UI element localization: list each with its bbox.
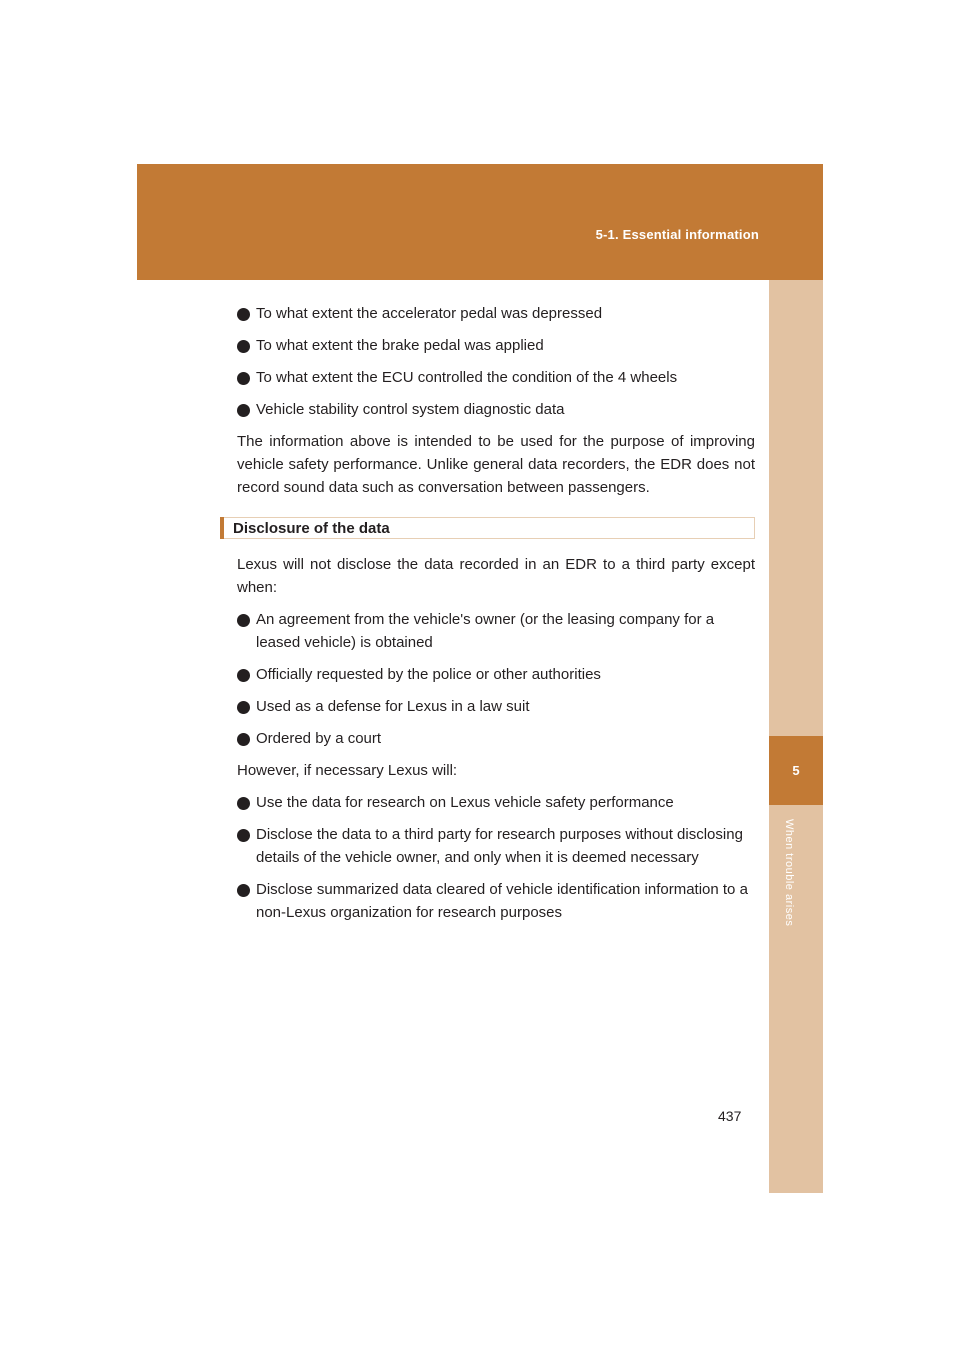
heading-accent xyxy=(220,517,224,539)
list-item: Disclose the data to a third party for research purposes without disclosing details of the vehicle owner, and only when it is deemed necessary xyxy=(237,823,755,869)
page-content xyxy=(233,302,755,933)
bullet-icon xyxy=(237,701,250,714)
header-band xyxy=(137,164,823,280)
chapter-title: When trouble arises xyxy=(783,819,795,927)
list-item: To what extent the brake pedal was applied xyxy=(237,334,755,357)
section-heading xyxy=(220,517,755,539)
section-title: 5-1. Essential information xyxy=(595,227,759,242)
list-item: Used as a defense for Lexus in a law suit xyxy=(237,695,755,718)
bullet-icon xyxy=(237,372,250,385)
bullet-icon xyxy=(237,829,250,842)
list-item: To what extent the accelerator pedal was depressed xyxy=(237,302,755,325)
list-item: Officially requested by the police or other authorities xyxy=(237,663,755,686)
bullet-icon xyxy=(237,797,250,810)
paragraph-purpose: The information above is intended to be used for the purpose of improving vehicle safety performance. Unlike general data recorders, the EDR does not record sound data such as conversation between passengers. xyxy=(237,433,755,496)
list-item: Disclose summarized data cleared of vehicle identification information to a non-Lexus organization for research purposes xyxy=(237,878,755,924)
bullet-icon xyxy=(237,404,250,417)
paragraph-disclosure: Lexus will not disclose the data recorded in an EDR to a third party except when: xyxy=(237,556,755,596)
list-item: Ordered by a court xyxy=(237,727,755,750)
list-item: Use the data for research on Lexus vehicle safety performance xyxy=(237,791,755,814)
chapter-tab: 5 xyxy=(769,736,823,805)
list-item: To what extent the ECU controlled the condition of the 4 wheels xyxy=(237,366,755,389)
bullet-icon xyxy=(237,669,250,682)
bullet-icon xyxy=(237,733,250,746)
page-number: 437 xyxy=(718,1108,742,1124)
chapter-title-vertical xyxy=(769,819,823,939)
list-item: Vehicle stability control system diagnostic data xyxy=(237,398,755,421)
bullet-icon xyxy=(237,614,250,627)
bullet-icon xyxy=(237,884,250,897)
bullet-icon xyxy=(237,308,250,321)
bullet-icon xyxy=(237,340,250,353)
list-item: An agreement from the vehicle's owner (or the leasing company for a leased vehicle) is obtained xyxy=(237,608,755,654)
paragraph-however: However, if necessary Lexus will: xyxy=(237,762,458,779)
chapter-side-strip xyxy=(769,280,823,1193)
section-heading-text: Disclosure of the data xyxy=(233,520,390,537)
